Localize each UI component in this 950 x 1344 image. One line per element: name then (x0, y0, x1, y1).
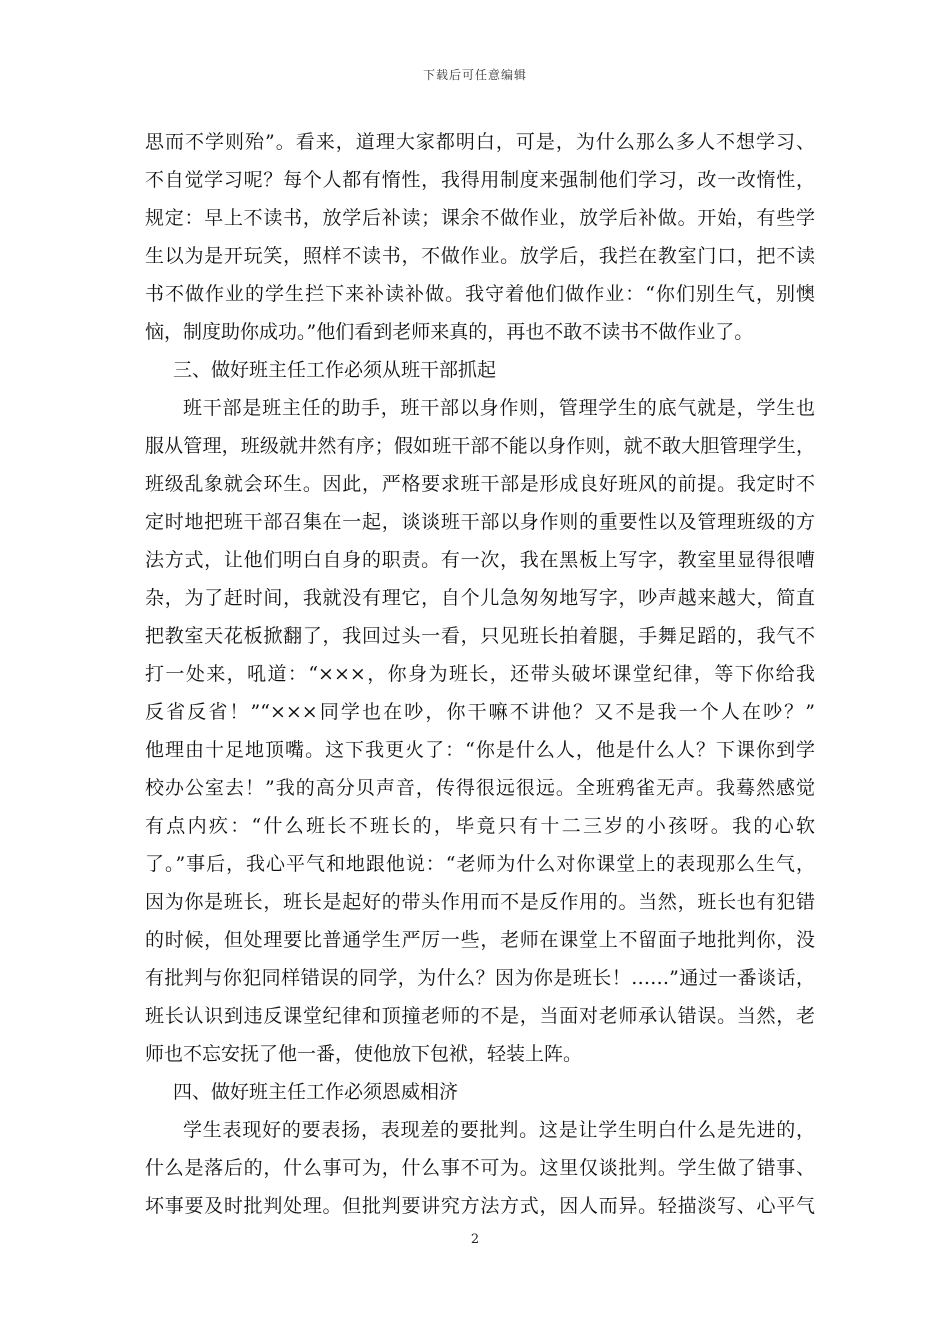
paragraph-line: 服从管理，班级就井然有序；假如班干部不能以身作则，就不敢大胆管理学生， (145, 435, 815, 457)
paragraph-line: 班干部是班主任的助手，班干部以身作则，管理学生的底气就是，学生也 (183, 397, 815, 419)
paragraph-line: 规定：早上不读书，放学后补读；课余不做作业，放学后补做。开始，有些学 (145, 207, 815, 229)
paragraph-line: 把教室天花板掀翻了，我回过头一看，只见班长拍着腿，手舞足蹈的，我气不 (145, 625, 815, 647)
paragraph-line: 因为你是班长，班长是起好的带头作用而不是反作用的。当然，班长也有犯错 (145, 891, 815, 913)
paragraph-line: 定时地把班干部召集在一起，谈谈班干部以身作则的重要性以及管理班级的方 (145, 511, 815, 533)
paragraph-line: 什么是落后的，什么事可为，什么事不可为。这里仅谈批判。学生做了错事、 (145, 1157, 815, 1179)
paragraph-line: 恼，制度助你成功。”他们看到老师来真的，再也不敢不读书不做作业了。 (145, 321, 754, 343)
paragraph-line: 他理由十足地顶嘴。这下我更火了：“你是什么人，他是什么人？下课你到学 (145, 739, 815, 761)
paragraph-line: 打一处来，吼道：“×××，你身为班长，还带头破坏课堂纪律，等下你给我 (145, 663, 815, 685)
document-body (145, 123, 815, 1225)
paragraph-line: 有批判与你犯同样错误的同学，为什么？因为你是班长！……”通过一番谈话， (145, 967, 815, 989)
paragraph-line: 反省反省！”“×××同学也在吵，你干嘛不讲他？又不是我一个人在吵？” (145, 701, 815, 723)
paragraph-line: 校办公室去！”我的高分贝声音，传得很远很远。全班鸦雀无声。我蓦然感觉 (145, 777, 815, 799)
paragraph-line: 法方式，让他们明白自身的职责。有一次，我在黑板上写字，教室里显得很嘈 (145, 549, 815, 571)
paragraph-line: 书不做作业的学生拦下来补读补做。我守着他们做作业：“你们别生气，别懊 (145, 283, 815, 305)
paragraph-line: 不自觉学习呢？每个人都有惰性，我得用制度来强制他们学习，改一改惰性， (145, 169, 815, 191)
paragraph-line: 坏事要及时批判处理。但批判要讲究方法方式，因人而异。轻描淡写、心平气 (145, 1195, 815, 1217)
paragraph-line: 班长认识到违反课堂纪律和顶撞老师的不是，当面对老师承认错误。当然，老 (145, 1005, 815, 1027)
paragraph-line: 思而不学则殆”。看来，道理大家都明白，可是，为什么那么多人不想学习、 (145, 131, 815, 153)
paragraph-line: 杂，为了赶时间，我就没有理它，自个儿急匆匆地写字，吵声越来越大，简直 (145, 587, 815, 609)
paragraph-line: 有点内疚：“什么班长不班长的，毕竟只有十二三岁的小孩呀。我的心软 (145, 815, 815, 837)
section-heading: 三、做好班主任工作必须从班干部抓起 (173, 359, 497, 381)
paragraph-line: 了。”事后，我心平气和地跟他说：“老师为什么对你课堂上的表现那么生气， (145, 853, 815, 875)
paragraph-line: 学生表现好的要表扬，表现差的要批判。这是让学生明白什么是先进的， (183, 1119, 815, 1141)
section-heading: 四、做好班主任工作必须恩威相济 (173, 1081, 459, 1103)
paragraph-line: 生以为是开玩笑，照样不读书，不做作业。放学后，我拦在教室门口，把不读 (145, 245, 815, 267)
paragraph-line: 班级乱象就会环生。因此，严格要求班干部是形成良好班风的前提。我定时不 (145, 473, 815, 495)
paragraph-line: 的时候，但处理要比普通学生严厉一些，老师在课堂上不留面子地批判你，没 (145, 929, 815, 951)
paragraph-line: 师也不忘安抚了他一番，使他放下包袱，轻装上阵。 (145, 1043, 583, 1065)
page-header: 下载后可任意编辑 (422, 68, 527, 82)
page-number: 2 (470, 1232, 480, 1247)
